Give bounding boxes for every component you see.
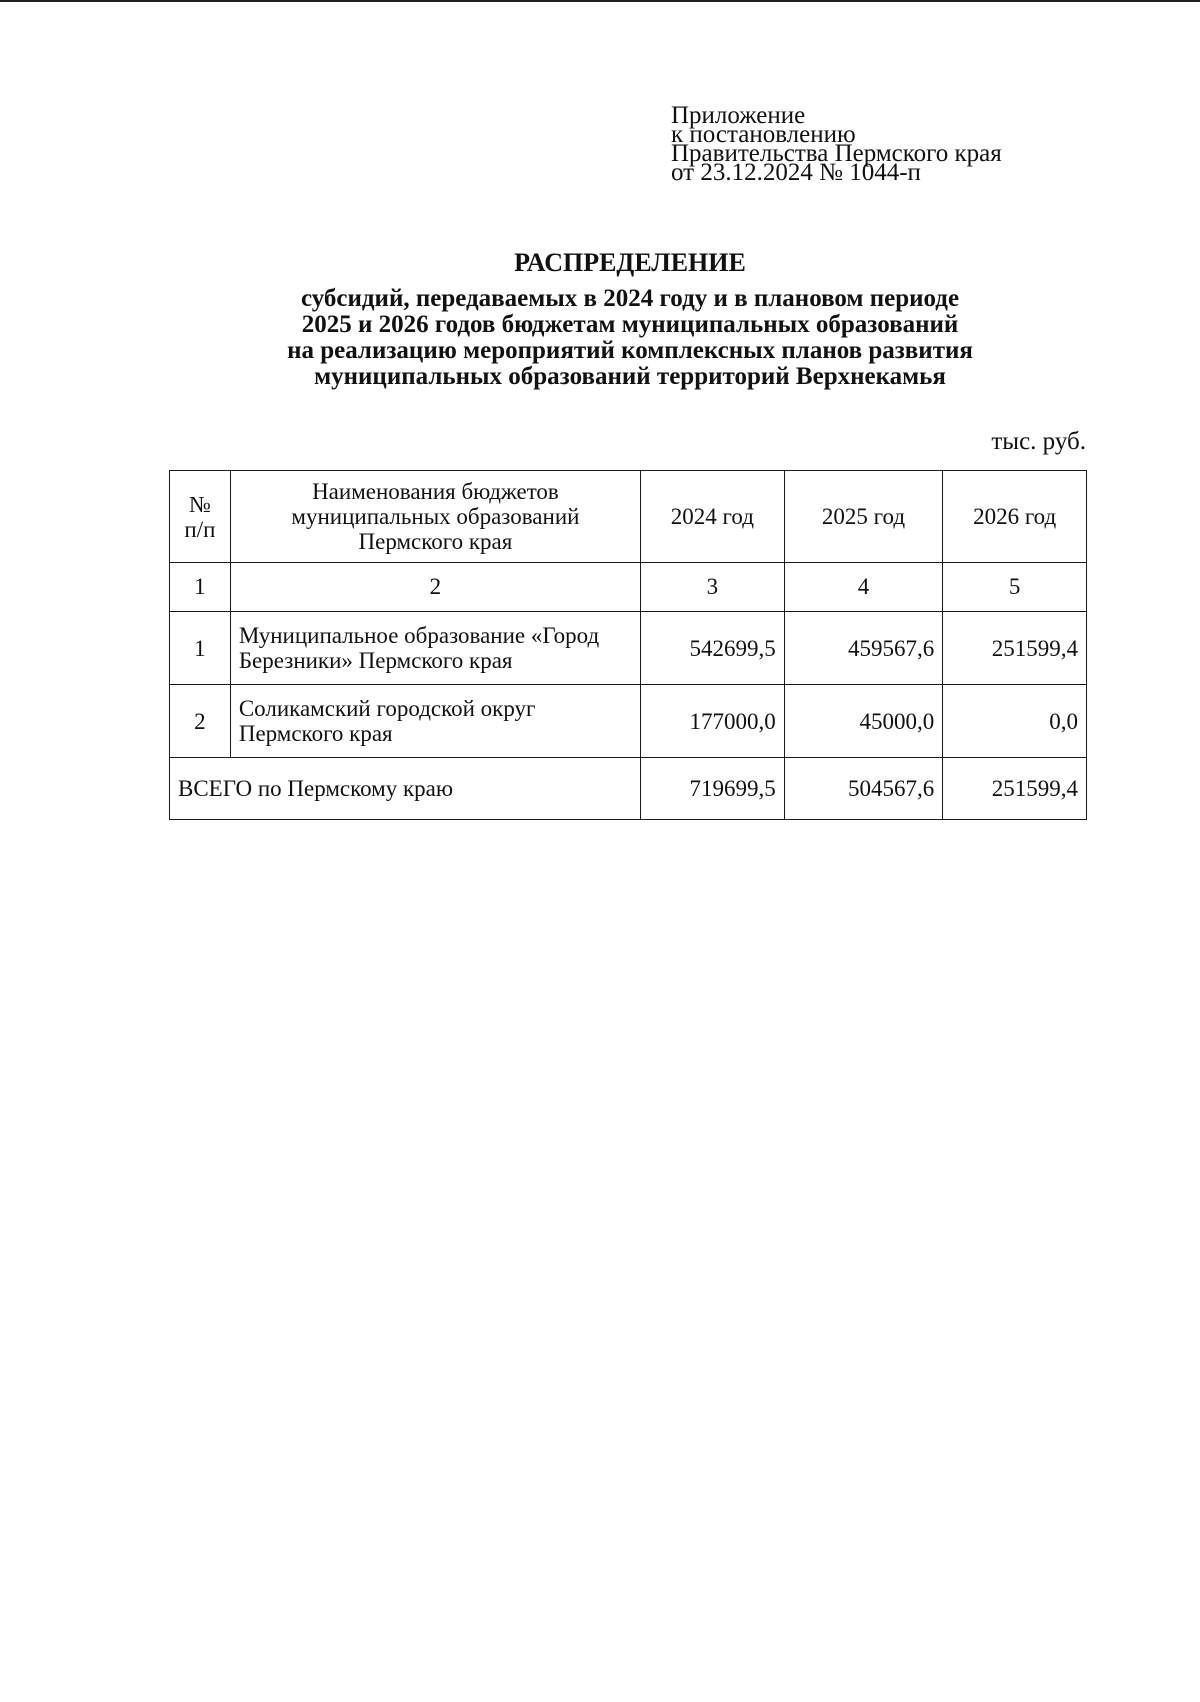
header-text: п/п bbox=[184, 516, 216, 542]
subtitle-line: субсидий, передаваемых в 2024 году и в плановом периоде bbox=[300, 285, 960, 312]
row-name-text: Березники» Пермского края bbox=[238, 648, 513, 673]
header-text: Пермского края bbox=[358, 529, 513, 554]
index-cell: 1 bbox=[170, 563, 231, 612]
row-name-text: Пермского края bbox=[238, 721, 393, 746]
header-text: муниципальных образований bbox=[291, 504, 580, 529]
row-name-cell bbox=[230, 685, 640, 758]
row-value-2026: 251599,4 bbox=[943, 612, 1087, 685]
row-number-cell: 1 bbox=[170, 612, 231, 685]
document-subtitle bbox=[0, 286, 1200, 390]
header-text: № bbox=[188, 491, 211, 517]
header-cell-number bbox=[170, 471, 231, 563]
header-cell-2025: 2025 год bbox=[784, 471, 943, 563]
header-cell-name bbox=[230, 471, 640, 563]
table-row bbox=[170, 612, 1087, 685]
row-value-2026: 0,0 bbox=[943, 685, 1087, 758]
row-value-2024: 542699,5 bbox=[641, 612, 785, 685]
document-title: РАСПРЕДЕЛЕНИЕ bbox=[514, 248, 746, 277]
subtitle-line: муниципальных образований территорий Верхнекамья bbox=[314, 363, 946, 390]
row-name-text: Соликамский городской округ bbox=[238, 696, 536, 721]
row-value-2025: 45000,0 bbox=[784, 685, 943, 758]
header-cell-2024: 2024 год bbox=[641, 471, 785, 563]
row-value-2025: 459567,6 bbox=[784, 612, 943, 685]
header-cell-2026: 2026 год bbox=[943, 471, 1087, 563]
appendix-block bbox=[671, 102, 1002, 186]
row-number-cell: 2 bbox=[170, 685, 231, 758]
appendix-line: от 23.12.2024 № 1044-п bbox=[671, 159, 921, 186]
header-text: Наименования бюджетов bbox=[312, 479, 559, 504]
page-top-edge bbox=[0, 0, 1200, 2]
total-label-cell: ВСЕГО по Пермскому краю bbox=[170, 758, 641, 820]
total-value-2026: 251599,4 bbox=[943, 758, 1087, 820]
units-label: тыс. руб. bbox=[991, 428, 1086, 455]
index-cell: 5 bbox=[943, 563, 1087, 612]
subtitle-line: 2025 и 2026 годов бюджетам муниципальных образований bbox=[301, 311, 959, 338]
index-cell: 4 bbox=[784, 563, 943, 612]
total-value-2024: 719699,5 bbox=[641, 758, 785, 820]
appendix-line: Правительства Пермского края bbox=[671, 140, 1002, 167]
appendix-line: Приложение bbox=[671, 102, 806, 129]
subtitle-line: на реализацию мероприятий комплексных планов развития bbox=[287, 337, 973, 364]
row-value-2024: 177000,0 bbox=[641, 685, 785, 758]
table-row bbox=[170, 685, 1087, 758]
index-cell: 3 bbox=[641, 563, 785, 612]
index-cell: 2 bbox=[230, 563, 640, 612]
distribution-table bbox=[169, 470, 1087, 820]
row-name-cell bbox=[230, 612, 640, 685]
table-header-row bbox=[170, 471, 1087, 563]
appendix-line: к постановлению bbox=[671, 121, 856, 148]
column-index-row bbox=[170, 563, 1087, 612]
total-value-2025: 504567,6 bbox=[784, 758, 943, 820]
total-row bbox=[170, 758, 1087, 820]
row-name-text: Муниципальное образование «Город bbox=[238, 623, 600, 648]
